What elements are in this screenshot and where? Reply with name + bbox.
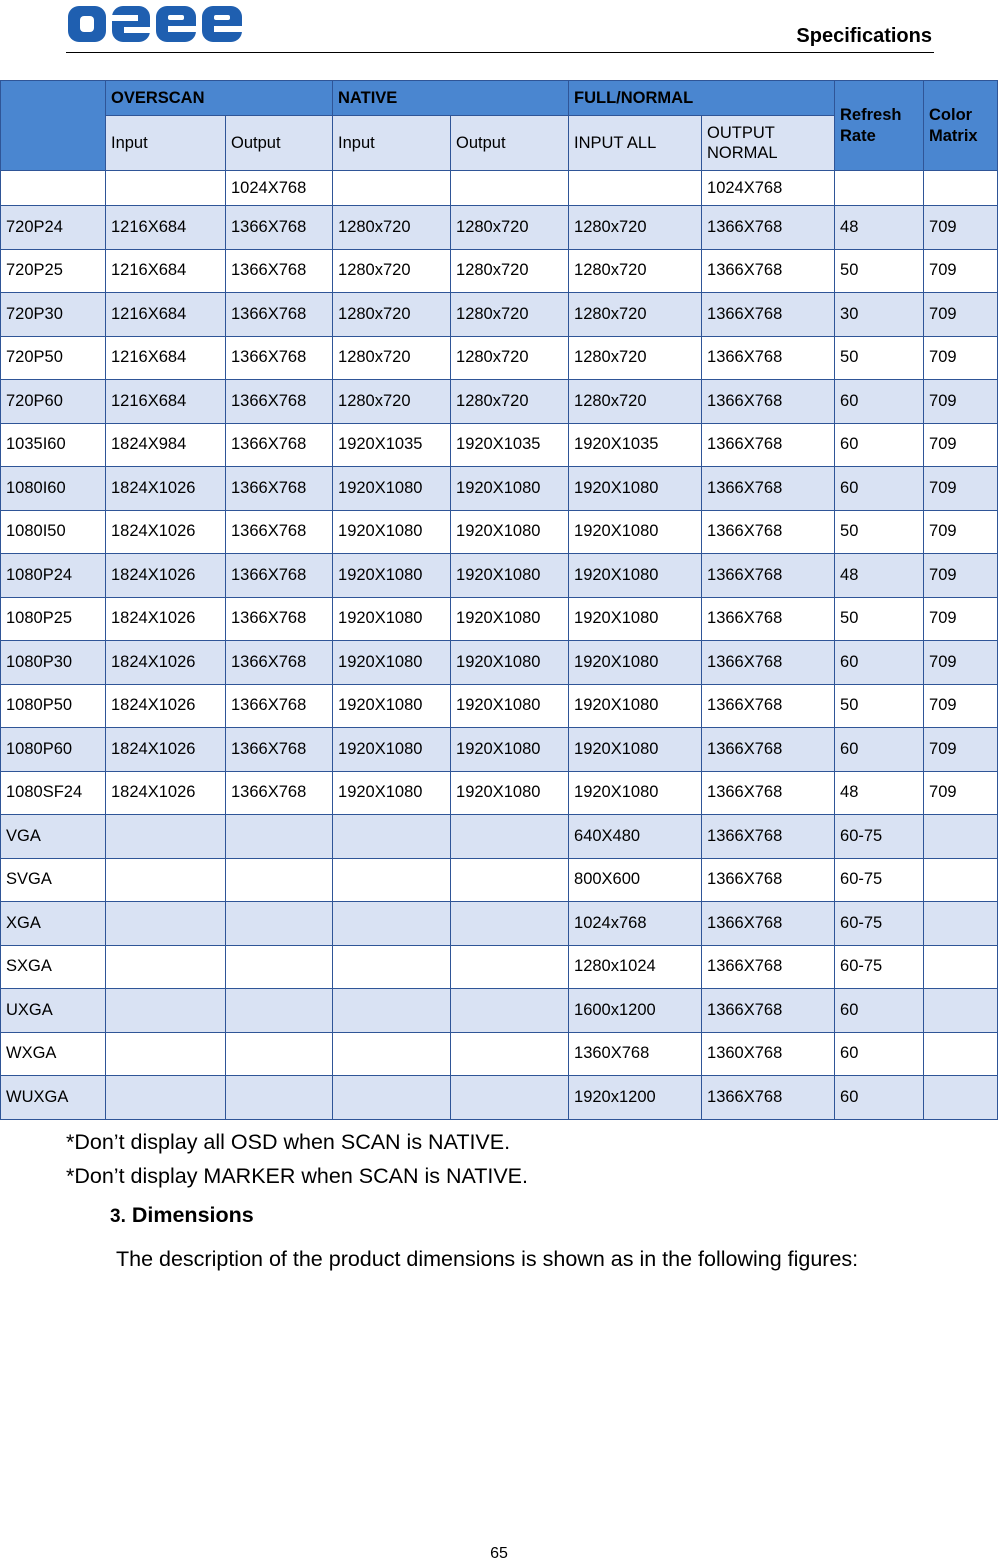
table-cell: 1920X1080 <box>569 467 702 511</box>
table-row <box>1 467 998 511</box>
table-cell: 1366X768 <box>702 380 835 424</box>
table-cell: SVGA <box>1 858 106 902</box>
table-cell: 1920X1080 <box>569 771 702 815</box>
table-cell: 60-75 <box>835 858 924 902</box>
table-cell: 1080P30 <box>1 641 106 685</box>
table-cell <box>226 902 333 946</box>
table-row <box>1 206 998 250</box>
note-osd: *Don’t display all OSD when SCAN is NATIVE. <box>66 1130 511 1154</box>
table-cell: 720P60 <box>1 380 106 424</box>
overscan-input-header: Input <box>106 116 226 171</box>
table-row <box>1 510 998 554</box>
table-cell: 50 <box>835 336 924 380</box>
table-cell: 1366X768 <box>702 249 835 293</box>
native-group-header: NATIVE <box>333 81 569 116</box>
section-number: 3. <box>110 1206 126 1227</box>
table-cell: 1920X1080 <box>333 510 451 554</box>
table-cell <box>333 1076 451 1120</box>
table-row <box>1 902 998 946</box>
table-row <box>1 597 998 641</box>
table-cell: 1920X1080 <box>569 597 702 641</box>
page-number: 65 <box>490 1545 508 1562</box>
color-matrix-header: Color Matrix <box>924 81 998 171</box>
table-cell: 1280x720 <box>451 380 569 424</box>
table-cell: 1920X1080 <box>569 510 702 554</box>
document-title: Specifications <box>796 25 932 47</box>
table-cell <box>924 815 998 859</box>
table-cell <box>924 858 998 902</box>
table-cell <box>924 1032 998 1076</box>
table-cell: 1920x1200 <box>569 1076 702 1120</box>
table-cell: 1280x720 <box>333 206 451 250</box>
table-cell: 1366X768 <box>702 554 835 598</box>
table-cell: 1080P60 <box>1 728 106 772</box>
table-cell: 1360X768 <box>569 1032 702 1076</box>
overscan-group-header: OVERSCAN <box>106 81 333 116</box>
table-cell: 1080P50 <box>1 684 106 728</box>
table-cell: 1080SF24 <box>1 771 106 815</box>
table-cell: 1366X768 <box>226 467 333 511</box>
table-cell: 1824X984 <box>106 423 226 467</box>
table-cell <box>226 989 333 1033</box>
section-heading <box>110 1203 254 1228</box>
table-cell <box>451 1032 569 1076</box>
table-cell <box>333 815 451 859</box>
table-cell: 1824X1026 <box>106 597 226 641</box>
table-cell <box>333 1032 451 1076</box>
table-cell: 1280x720 <box>569 293 702 337</box>
table-cell: 1280x720 <box>569 249 702 293</box>
table-cell: 1366X768 <box>226 336 333 380</box>
table-cell <box>106 815 226 859</box>
table-cell: 1366X768 <box>702 293 835 337</box>
table-cell: 640X480 <box>569 815 702 859</box>
table-row <box>1 771 998 815</box>
table-cell <box>451 171 569 206</box>
table-row <box>1 728 998 772</box>
corner-header-cell <box>1 81 106 171</box>
table-row <box>1 989 998 1033</box>
table-cell: 60-75 <box>835 815 924 859</box>
table-cell <box>226 945 333 989</box>
table-cell: 709 <box>924 684 998 728</box>
table-cell: 1216X684 <box>106 336 226 380</box>
table-cell: 1280x720 <box>451 249 569 293</box>
table-cell: 60 <box>835 728 924 772</box>
table-cell: 1366X768 <box>226 641 333 685</box>
table-cell: 60 <box>835 641 924 685</box>
table-cell: 1366X768 <box>702 858 835 902</box>
format-spec-table <box>0 80 998 1120</box>
table-cell: 1366X768 <box>226 684 333 728</box>
table-cell: 1920X1080 <box>333 641 451 685</box>
table-cell: 1280x720 <box>451 336 569 380</box>
table-cell: XGA <box>1 902 106 946</box>
table-cell <box>333 902 451 946</box>
table-cell: 1824X1026 <box>106 510 226 554</box>
table-cell: 1920X1080 <box>333 467 451 511</box>
table-cell <box>333 989 451 1033</box>
table-cell: 1360X768 <box>702 1032 835 1076</box>
table-cell: 1366X768 <box>702 1076 835 1120</box>
table-cell: 1280x720 <box>569 380 702 424</box>
table-cell: 1366X768 <box>702 945 835 989</box>
table-cell: WXGA <box>1 1032 106 1076</box>
table-row <box>1 336 998 380</box>
table-cell: 1824X1026 <box>106 684 226 728</box>
table-cell: 1920X1080 <box>569 728 702 772</box>
table-cell: 1366X768 <box>226 423 333 467</box>
table-cell: 1080P24 <box>1 554 106 598</box>
table-cell: 1366X768 <box>226 554 333 598</box>
table-row <box>1 815 998 859</box>
table-cell: 1366X768 <box>226 728 333 772</box>
table-cell <box>333 945 451 989</box>
section-description: The description of the product dimensions is shown as in the following figures: <box>116 1247 859 1271</box>
table-cell: 60 <box>835 423 924 467</box>
table-row <box>1 641 998 685</box>
table-cell <box>924 902 998 946</box>
table-cell: 1600x1200 <box>569 989 702 1033</box>
table-cell: SXGA <box>1 945 106 989</box>
table-cell: 709 <box>924 728 998 772</box>
table-cell: 1366X768 <box>702 206 835 250</box>
table-cell <box>451 902 569 946</box>
table-cell: 1920X1080 <box>333 728 451 772</box>
table-cell <box>569 171 702 206</box>
table-cell: 1024X768 <box>226 171 333 206</box>
table-cell: 1280x720 <box>333 336 451 380</box>
table-row <box>1 249 998 293</box>
table-cell: 1280x720 <box>569 336 702 380</box>
table-cell: 1366X768 <box>702 467 835 511</box>
table-cell: 50 <box>835 510 924 554</box>
table-cell: 709 <box>924 641 998 685</box>
table-cell: 50 <box>835 684 924 728</box>
table-cell <box>226 1076 333 1120</box>
table-cell: 1920X1080 <box>333 597 451 641</box>
table-cell: 709 <box>924 336 998 380</box>
table-cell: 709 <box>924 771 998 815</box>
table-cell: 1216X684 <box>106 380 226 424</box>
table-row <box>1 171 998 206</box>
table-cell: 1824X1026 <box>106 728 226 772</box>
table-cell: 709 <box>924 554 998 598</box>
table-cell: 720P24 <box>1 206 106 250</box>
table-cell <box>451 815 569 859</box>
table-cell <box>333 858 451 902</box>
table-cell: 1366X768 <box>226 771 333 815</box>
table-cell: 1366X768 <box>702 510 835 554</box>
notes <box>66 1125 528 1193</box>
table-cell: 1080I60 <box>1 467 106 511</box>
table-cell: 709 <box>924 293 998 337</box>
table-cell: 709 <box>924 423 998 467</box>
table-cell: 1024x768 <box>569 902 702 946</box>
table-cell: 1080I50 <box>1 510 106 554</box>
table-cell: 1920X1035 <box>451 423 569 467</box>
table-cell: 709 <box>924 467 998 511</box>
table-cell: 709 <box>924 510 998 554</box>
table-cell <box>226 858 333 902</box>
table-cell <box>924 989 998 1033</box>
table-cell: 1920X1080 <box>569 641 702 685</box>
table-cell <box>835 171 924 206</box>
table-cell: 1366X768 <box>702 597 835 641</box>
table-cell <box>924 945 998 989</box>
table-cell: 800X600 <box>569 858 702 902</box>
table-row <box>1 554 998 598</box>
table-cell: 60 <box>835 1076 924 1120</box>
table-cell: UXGA <box>1 989 106 1033</box>
table-cell <box>451 858 569 902</box>
table-cell: 48 <box>835 554 924 598</box>
table-cell: 1920X1080 <box>451 467 569 511</box>
table-cell: 709 <box>924 206 998 250</box>
full-normal-group-header: FULL/NORMAL <box>569 81 835 116</box>
table-cell <box>924 1076 998 1120</box>
table-cell: 1024X768 <box>702 171 835 206</box>
table-cell: 48 <box>835 771 924 815</box>
native-input-header: Input <box>333 116 451 171</box>
table-cell: 1920X1035 <box>333 423 451 467</box>
table-cell: 1920X1080 <box>451 597 569 641</box>
table-cell: 1920X1080 <box>451 728 569 772</box>
table-cell: 1366X768 <box>226 380 333 424</box>
table-cell: 720P30 <box>1 293 106 337</box>
table-cell <box>106 858 226 902</box>
table-cell: 1366X768 <box>702 684 835 728</box>
table-cell: 1280x720 <box>451 293 569 337</box>
table-cell: VGA <box>1 815 106 859</box>
table-cell: 48 <box>835 206 924 250</box>
header-divider <box>66 52 934 53</box>
overscan-output-header: Output <box>226 116 333 171</box>
table-cell: 709 <box>924 597 998 641</box>
section-title: Dimensions <box>131 1203 254 1227</box>
table-cell: 1920X1080 <box>333 554 451 598</box>
table-cell: 1366X768 <box>702 336 835 380</box>
table-cell <box>924 171 998 206</box>
table-cell <box>333 171 451 206</box>
table-cell <box>106 1032 226 1076</box>
table-cell: 1366X768 <box>226 510 333 554</box>
table-cell: 709 <box>924 249 998 293</box>
table-cell: 1280x720 <box>451 206 569 250</box>
osee-logo <box>66 2 246 46</box>
table-cell: 1824X1026 <box>106 771 226 815</box>
input-all-header: INPUT ALL <box>569 116 702 171</box>
table-cell: 1920X1035 <box>569 423 702 467</box>
table-cell: 1920X1080 <box>569 684 702 728</box>
table-cell: 709 <box>924 380 998 424</box>
table-row <box>1 423 998 467</box>
table-cell: 1366X768 <box>702 641 835 685</box>
table-cell <box>451 989 569 1033</box>
table-cell: 1366X768 <box>702 728 835 772</box>
table-cell: 1366X768 <box>226 293 333 337</box>
table-cell: 1920X1080 <box>569 554 702 598</box>
table-cell <box>226 1032 333 1076</box>
table-cell: 1035I60 <box>1 423 106 467</box>
table-cell: 1920X1080 <box>451 510 569 554</box>
table-cell: 1280x720 <box>333 380 451 424</box>
output-normal-header: OUTPUT NORMAL <box>702 116 835 171</box>
table-cell: 1216X684 <box>106 293 226 337</box>
table-cell: 30 <box>835 293 924 337</box>
table-cell: 1920X1080 <box>451 684 569 728</box>
table-row <box>1 1076 998 1120</box>
table-cell: 1824X1026 <box>106 554 226 598</box>
table-cell: 50 <box>835 597 924 641</box>
table-row <box>1 293 998 337</box>
table-cell: 1280x1024 <box>569 945 702 989</box>
table-cell: 1366X768 <box>702 423 835 467</box>
table-row <box>1 945 998 989</box>
table-cell: 1824X1026 <box>106 641 226 685</box>
table-cell: 1080P25 <box>1 597 106 641</box>
table-cell <box>451 1076 569 1120</box>
table-cell: 1920X1080 <box>451 771 569 815</box>
note-marker: *Don’t display MARKER when SCAN is NATIVE. <box>66 1164 528 1188</box>
table-cell <box>106 945 226 989</box>
table-cell: 1920X1080 <box>333 684 451 728</box>
spec-table-body <box>1 171 998 1120</box>
table-cell: 720P50 <box>1 336 106 380</box>
table-cell: WUXGA <box>1 1076 106 1120</box>
table-cell: 60 <box>835 1032 924 1076</box>
table-cell: 1824X1026 <box>106 467 226 511</box>
table-cell: 720P25 <box>1 249 106 293</box>
table-cell: 1366X768 <box>702 989 835 1033</box>
table-cell <box>106 1076 226 1120</box>
table-cell: 1366X768 <box>702 815 835 859</box>
table-cell <box>226 815 333 859</box>
table-cell: 60-75 <box>835 945 924 989</box>
table-cell: 60-75 <box>835 902 924 946</box>
table-cell: 1280x720 <box>333 293 451 337</box>
native-output-header: Output <box>451 116 569 171</box>
refresh-rate-header: Refresh Rate <box>835 81 924 171</box>
table-cell: 1366X768 <box>226 249 333 293</box>
table-cell: 1216X684 <box>106 249 226 293</box>
table-cell: 1280x720 <box>333 249 451 293</box>
table-row <box>1 1032 998 1076</box>
table-cell <box>106 902 226 946</box>
table-cell <box>106 989 226 1033</box>
table-cell <box>106 171 226 206</box>
table-row <box>1 858 998 902</box>
table-cell: 60 <box>835 380 924 424</box>
table-cell: 60 <box>835 467 924 511</box>
table-cell: 1920X1080 <box>451 641 569 685</box>
table-cell: 60 <box>835 989 924 1033</box>
table-row <box>1 684 998 728</box>
table-cell: 1366X768 <box>226 206 333 250</box>
table-cell: 50 <box>835 249 924 293</box>
table-cell: 1366X768 <box>702 771 835 815</box>
table-cell <box>451 945 569 989</box>
table-cell: 1216X684 <box>106 206 226 250</box>
table-cell: 1366X768 <box>226 597 333 641</box>
table-row <box>1 380 998 424</box>
table-cell: 1920X1080 <box>333 771 451 815</box>
table-cell: 1280x720 <box>569 206 702 250</box>
table-cell: 1366X768 <box>702 902 835 946</box>
table-cell <box>1 171 106 206</box>
table-cell: 1920X1080 <box>451 554 569 598</box>
